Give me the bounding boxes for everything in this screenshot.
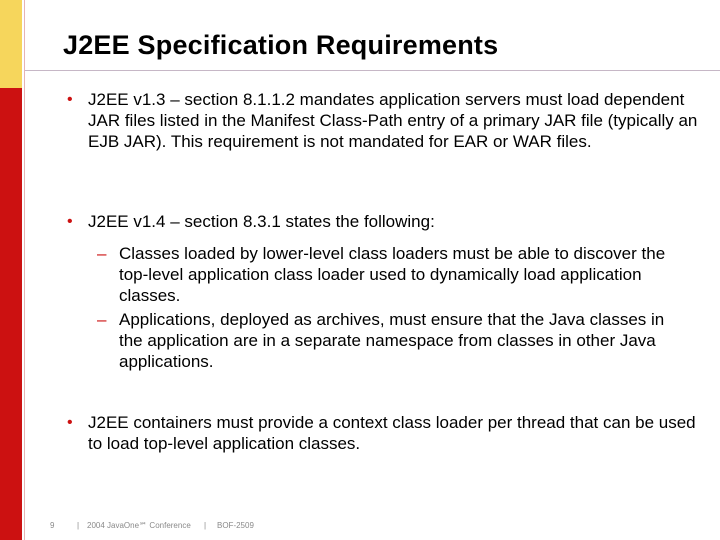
bullet-marker: • bbox=[67, 91, 73, 108]
bullet-marker: • bbox=[67, 414, 73, 431]
bullet-text: J2EE v1.3 – section 8.1.1.2 mandates application servers must load dependent JAR files listed in the Manifest Class-Path entry of a primary JAR file (typically an EJB JAR). This requirement is not mandated for EAR or WAR files. bbox=[88, 90, 698, 151]
footer-separator: | bbox=[204, 521, 207, 530]
footer-session: BOF-2509 bbox=[217, 521, 254, 530]
bullet-text: J2EE containers must provide a context class loader per thread that can be used to load top-level application classes. bbox=[88, 413, 696, 453]
sub-bullet-item bbox=[97, 243, 679, 306]
bullet-item bbox=[67, 412, 698, 454]
sub-bullet-text: Applications, deployed as archives, must ensure that the Java classes in the application are in a separate namespace from classes in other Java applications. bbox=[119, 310, 665, 371]
sub-bullet-marker: – bbox=[97, 244, 107, 263]
sub-bullet-marker: – bbox=[97, 310, 107, 329]
sub-bullet-text: Classes loaded by lower-level class loaders must be able to discover the top-level application class loader used to dynamically load application classes. bbox=[119, 244, 666, 305]
page-number: 9 bbox=[50, 521, 55, 530]
sub-bullet-item bbox=[97, 309, 679, 372]
bullet-text: J2EE v1.4 – section 8.3.1 states the following: bbox=[88, 212, 435, 231]
footer-separator: | bbox=[77, 521, 80, 530]
slide-title: J2EE Specification Requirements bbox=[63, 30, 499, 60]
bullet-item bbox=[67, 211, 698, 232]
bullet-item bbox=[67, 89, 698, 152]
footer-conference: 2004 JavaOne℠ Conference bbox=[87, 521, 191, 530]
bullet-marker: • bbox=[67, 213, 73, 230]
